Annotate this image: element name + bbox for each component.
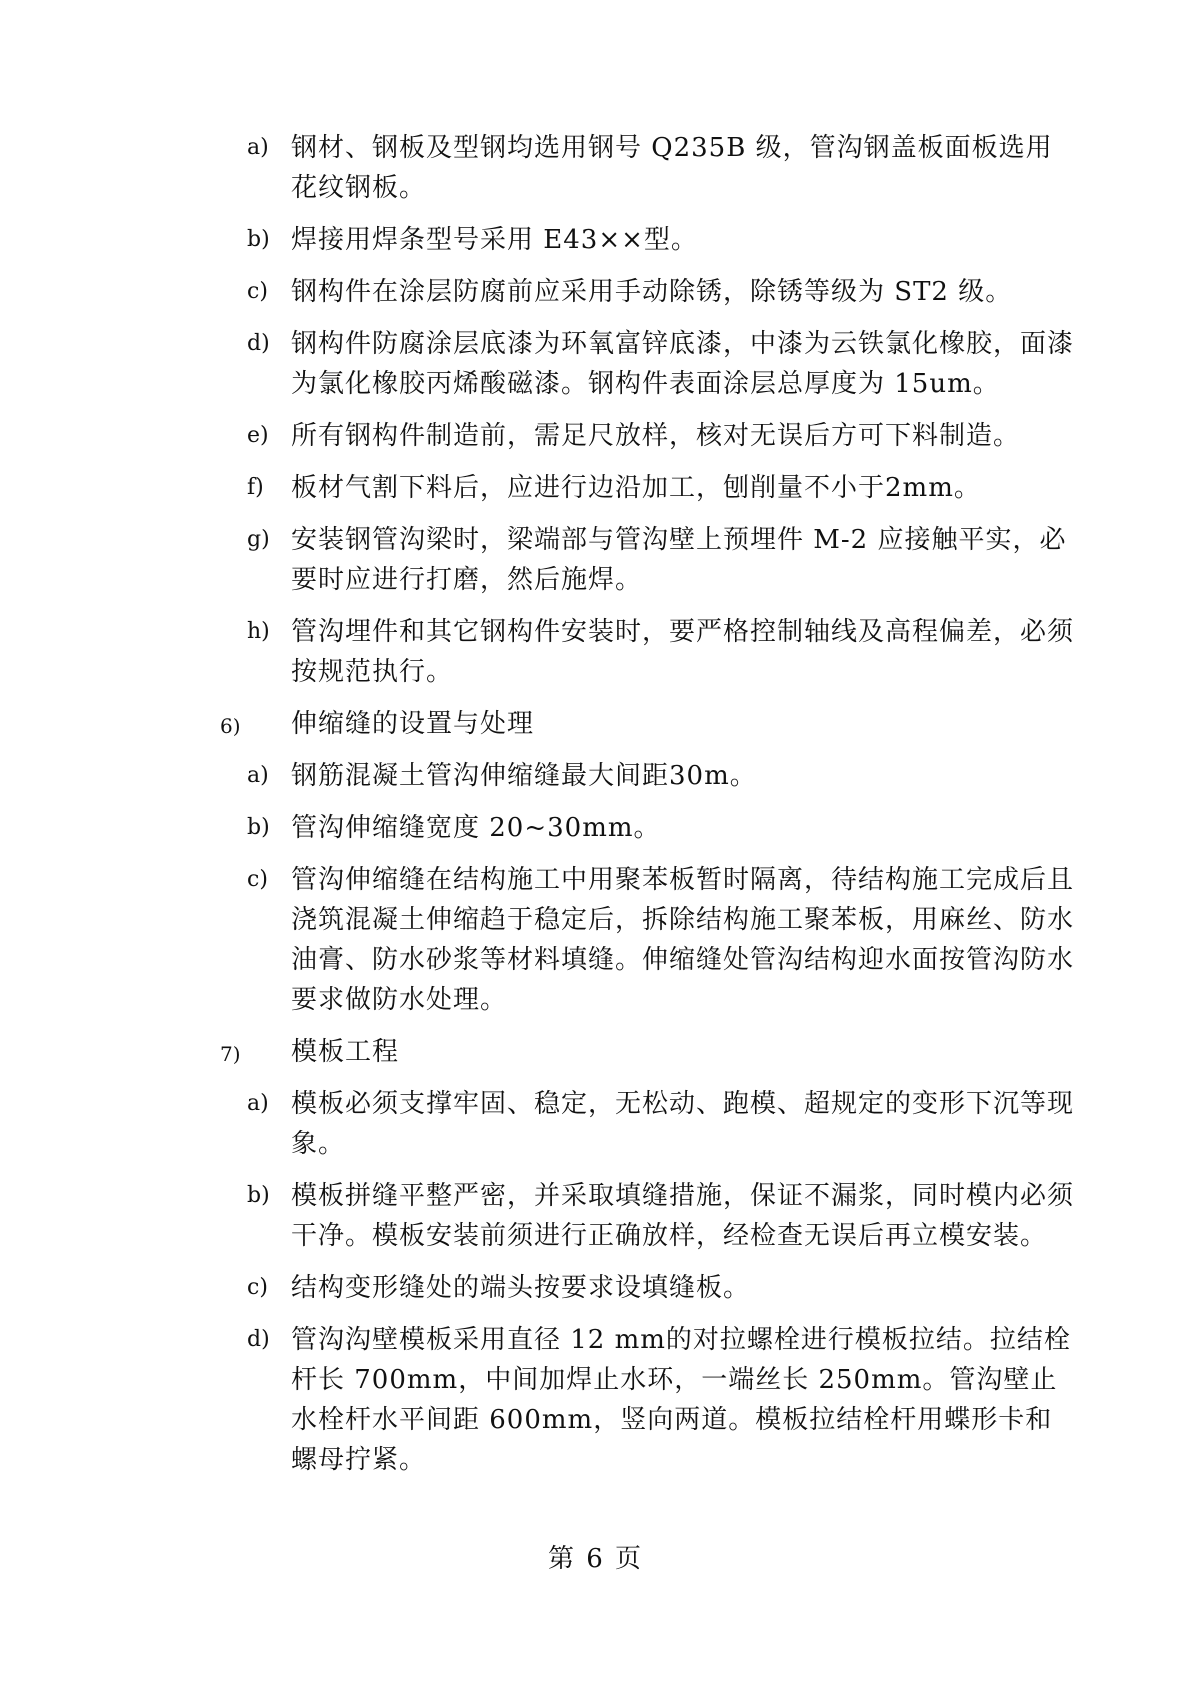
item-marker: b) [247,1183,270,1208]
item-text: 钢材、钢板及型钢均选用钢号 Q235B 级，管沟钢盖板面板选用花纹钢板。 [291,133,1053,203]
list-item [0,1268,1191,1308]
section-heading-7 [0,1032,1191,1072]
item-text: 管沟埋件和其它钢构件安装时，要严格控制轴线及高程偏差，必须按规范执行。 [291,617,1075,687]
list-item [0,272,1191,312]
item-text: 模板拼缝平整严密，并采取填缝措施，保证不漏浆，同时模内必须干净。模板安装前须进行正确放样，经检查无误后再立模安装。 [291,1181,1075,1251]
section-number: 7) [220,1042,241,1066]
item-marker: b) [247,815,270,840]
item-text: 钢筋混凝土管沟伸缩缝最大间距30m。 [291,761,757,791]
item-marker: e) [247,423,269,448]
list-item [0,324,1191,404]
list-item [0,1320,1191,1480]
list-item [0,756,1191,796]
list-item [0,1084,1191,1164]
item-text: 模板必须支撑牢固、稳定，无松动、跑模、超规定的变形下沉等现象。 [291,1089,1075,1159]
section-number: 6) [220,714,241,738]
item-marker: f) [247,475,264,500]
page-number: 第 6 页 [547,1544,644,1574]
list-item [0,612,1191,692]
list-item [0,860,1191,1020]
list-item [0,520,1191,600]
section-heading-6 [0,704,1191,744]
item-marker: c) [247,279,268,304]
item-marker: c) [247,867,268,892]
item-marker: a) [247,1091,269,1116]
item-text: 板材气割下料后，应进行边沿加工，刨削量不小于2mm。 [291,473,981,503]
item-text: 管沟伸缩缝在结构施工中用聚苯板暂时隔离，待结构施工完成后且浇筑混凝土伸缩趋于稳定后，拆除结构施工聚苯板，用麻丝、防水油膏、防水砂浆等材料填缝。伸缩缝处管沟结构迎水面按管沟防水要求做防水处理。 [291,865,1075,1015]
item-text: 焊接用焊条型号采用 E43××型。 [291,225,698,255]
list-item [0,808,1191,848]
list-item [0,128,1191,208]
list-item [0,416,1191,456]
section-title: 伸缩缝的设置与处理 [291,709,535,739]
item-marker: b) [247,227,270,252]
item-text: 结构变形缝处的端头按要求设填缝板。 [291,1273,751,1303]
item-marker: d) [247,1327,270,1352]
section-title: 模板工程 [291,1037,400,1067]
item-text: 安装钢管沟梁时，梁端部与管沟壁上预埋件 M-2 应接触平实，必要时应进行打磨，然后施焊。 [291,525,1067,595]
item-text: 钢构件在涂层防腐前应采用手动除锈，除锈等级为 ST2 级。 [291,277,1013,307]
item-marker: c) [247,1275,268,1300]
item-text: 所有钢构件制造前，需足尺放样，核对无误后方可下料制造。 [291,421,1021,451]
item-text: 管沟沟壁模板采用直径 12 mm的对拉螺栓进行模板拉结。拉结栓杆长 700mm，中间加焊止水环，一端丝长 250mm。管沟壁止水栓杆水平间距 600mm，竖向两道。模板拉结栓杆用蝶形卡和螺母拧紧。 [291,1325,1071,1475]
item-text: 钢构件防腐涂层底漆为环氧富锌底漆，中漆为云铁氯化橡胶，面漆为氯化橡胶丙烯酸磁漆。钢构件表面涂层总厚度为 15um。 [291,329,1075,399]
item-marker: a) [247,135,269,160]
list-item [0,468,1191,508]
item-marker: a) [247,763,269,788]
list-item [0,220,1191,260]
item-marker: g) [247,527,270,552]
item-marker: d) [247,331,270,356]
item-text: 管沟伸缩缝宽度 20~30mm。 [291,813,661,843]
list-item [0,1176,1191,1256]
document-body [0,128,1191,1492]
item-marker: h) [247,619,270,644]
